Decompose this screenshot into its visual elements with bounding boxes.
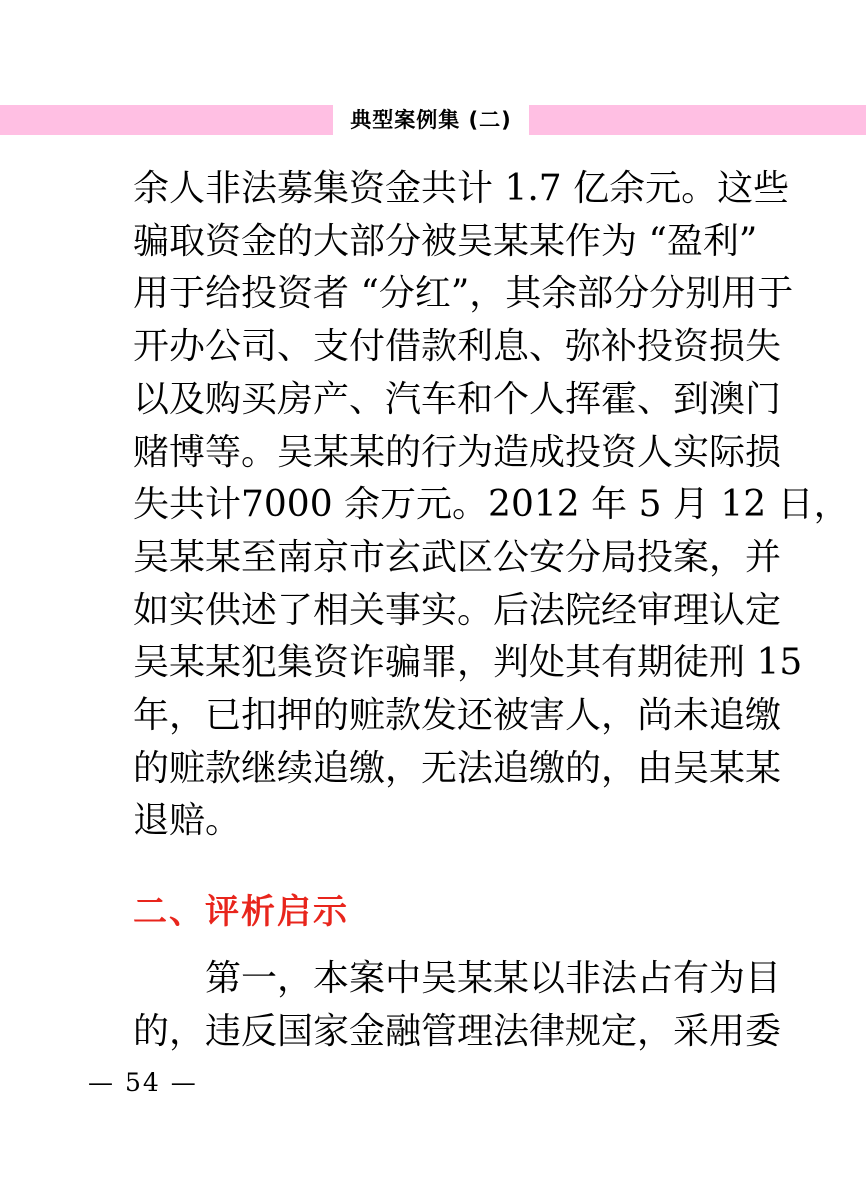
body-line: 用于给投资者 “分红”，其余部分分别用于 [133, 273, 794, 315]
body-line: 第一，本案中吴某某以非法占有为目 [205, 958, 782, 1000]
body-line: 退赔。 [133, 800, 242, 842]
body-line: 的，违反国家金融管理法律规定，采用委 [133, 1010, 782, 1052]
body-line: 开办公司、支付借款利息、弥补投资损失 [133, 326, 782, 368]
section-heading: 二、评析启示 [133, 892, 349, 933]
body-line: 吴某某犯集资诈骗罪，判处其有期徒刑 15 [133, 642, 803, 684]
body-line: 骗取资金的大部分被吴某某作为 “盈利” [133, 220, 758, 262]
body-line: 如实供述了相关事实。后法院经审理认定 [133, 589, 782, 631]
body-line: 赌博等。吴某某的行为造成投资人实际损 [133, 431, 782, 473]
body-line: 的赃款继续追缴，无法追缴的，由吴某某 [133, 747, 782, 789]
body-line: 余人非法募集资金共计 1.7 亿余元。这些 [133, 168, 790, 209]
body-line: 年，已扣押的赃款发还被害人，尚未追缴 [133, 695, 782, 737]
body-line: 以及购买房产、汽车和个人挥霍、到澳门 [133, 378, 782, 420]
page-number: — 54 — [88, 1068, 198, 1097]
body-line: 失共计7000 余万元。2012 年 5 月 12 日， [133, 484, 850, 526]
running-title: 典型案例集 (二) [350, 108, 512, 132]
header-rule-left [0, 105, 333, 135]
running-head [0, 105, 866, 135]
page-body [133, 163, 850, 1059]
header-rule-right [529, 105, 866, 135]
body-line: 吴某某至南京市玄武区公安分局投案，并 [133, 536, 782, 578]
